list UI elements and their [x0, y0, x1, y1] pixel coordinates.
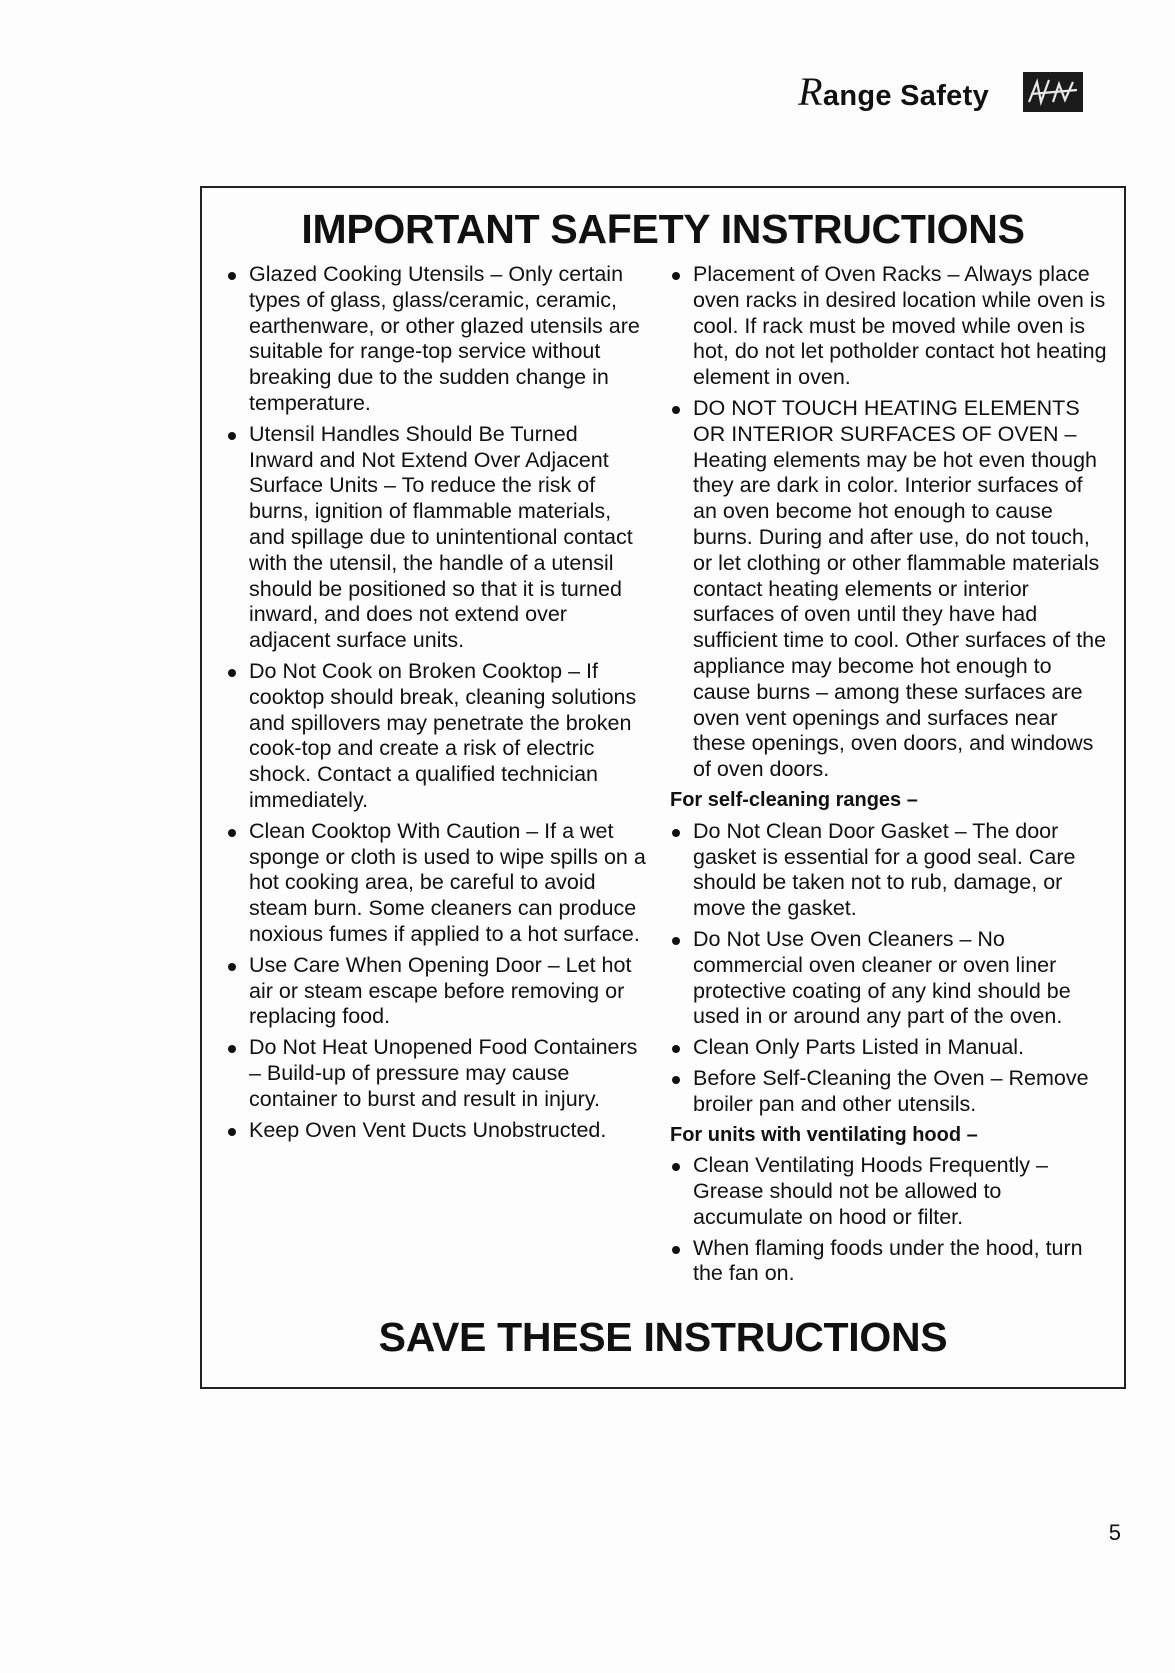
bullet-icon — [228, 669, 236, 677]
instruction-text: Do Not Clean Door Gasket – The door gasket is essential for a good seal. Care should be taken not to rub, damage, or move the gasket. — [693, 818, 1076, 921]
instruction-text: Placement of Oven Racks – Always place oven racks in desired location while oven is cool. If rack must be moved while oven is hot, do not let potholder contact hot heating element in oven. — [693, 262, 1107, 390]
section-title — [798, 68, 989, 115]
subheading-ventilating-hood: For units with ventilating hood – — [670, 1123, 978, 1146]
brand-logo-icon — [1023, 72, 1083, 112]
instruction-item — [226, 262, 646, 417]
instruction-text: When flaming foods under the hood, turn the fan on. — [693, 1235, 1083, 1286]
bullet-icon — [672, 1246, 680, 1254]
bullet-icon — [228, 432, 236, 440]
instruction-text: Use Care When Opening Door – Let hot air or steam escape before removing or replacing food. — [249, 952, 632, 1029]
bullet-icon — [228, 829, 236, 837]
instruction-item — [226, 819, 646, 948]
bullet-icon — [672, 1163, 680, 1171]
bullet-icon — [672, 937, 680, 945]
main-title: IMPORTANT SAFETY INSTRUCTIONS — [301, 206, 1025, 252]
right-column — [670, 262, 1110, 1292]
instruction-item — [670, 262, 1110, 391]
bullet-icon — [228, 272, 236, 280]
instruction-item — [670, 1153, 1110, 1230]
page-header — [798, 68, 1083, 115]
safety-instructions-box — [200, 186, 1126, 1389]
bullet-icon — [228, 1128, 236, 1136]
instruction-item — [226, 1035, 646, 1112]
left-column — [226, 262, 646, 1148]
instruction-text: Do Not Use Oven Cleaners – No commercial oven cleaner or oven liner protective coating of any kind should be used in or around any part of the oven. — [693, 926, 1071, 1029]
instruction-text: Glazed Cooking Utensils – Only certain types of glass, glass/ceramic, ceramic, earthenware, or other glazed utensils are suitable for range-top service without breaking due to the sudden change in temperature. — [249, 262, 640, 415]
subheading-self-cleaning: For self-cleaning ranges – — [670, 788, 918, 811]
instruction-text: Do Not Cook on Broken Cooktop – If cooktop should break, cleaning solutions and spillovers may penetrate the broken cook-top and create a risk of electric shock. Contact a qualified technician immediately. — [249, 658, 637, 812]
bullet-icon — [228, 1045, 236, 1053]
bullet-icon — [672, 272, 680, 280]
instruction-item — [670, 1035, 1110, 1061]
instruction-item — [670, 819, 1110, 922]
instruction-text: Keep Oven Vent Ducts Unobstructed. — [249, 1117, 607, 1142]
instruction-text: Before Self-Cleaning the Oven – Remove broiler pan and other utensils. — [693, 1065, 1089, 1116]
instruction-item — [670, 1236, 1110, 1288]
instruction-text: Do Not Heat Unopened Food Containers – Build-up of pressure may cause container to burst and result in injury. — [249, 1035, 638, 1111]
instruction-item — [670, 396, 1110, 783]
bullet-icon — [672, 1076, 680, 1084]
instruction-item — [670, 927, 1110, 1030]
bullet-icon — [672, 406, 680, 414]
bullet-icon — [672, 1045, 680, 1053]
bullet-icon — [228, 963, 236, 971]
instruction-item — [226, 422, 646, 654]
instruction-text: Clean Cooktop With Caution – If a wet sponge or cloth is used to wipe spills on a hot cooking area, be careful to avoid steam burn. Some cleaners can produce noxious fumes if applied to a hot surface. — [249, 818, 646, 946]
section-title-initial: R — [798, 69, 823, 114]
instruction-text: Clean Only Parts Listed in Manual. — [693, 1035, 1025, 1060]
bullet-icon — [672, 829, 680, 837]
section-title-rest: ange Safety — [822, 80, 989, 112]
instruction-item — [226, 953, 646, 1030]
footer-title: SAVE THESE INSTRUCTIONS — [378, 1314, 948, 1360]
instruction-item — [226, 1118, 646, 1144]
instruction-item — [226, 659, 646, 814]
instruction-text: Utensil Handles Should Be Turned Inward and Not Extend Over Adjacent Surface Units – To reduce the risk of burns, ignition of flammable materials, and spillage due to unintentional contact with the utensil, the handle of a utensil should be positioned so that it is turned inward, and does not extend over adjacent surface units. — [249, 421, 633, 653]
instruction-text: Clean Ventilating Hoods Frequently – Grease should not be allowed to accumulate on hood or filter. — [693, 1153, 1048, 1229]
instruction-text: DO NOT TOUCH HEATING ELEMENTS OR INTERIOR SURFACES OF OVEN – Heating elements may be hot even though they are dark in color. Interior surfaces of an oven become hot enough to cause burns. During and after use, do not touch, or let clothing or other flammable materials contact heating elements or interior surfaces of oven until they have had sufficient time to cool. Other surfaces of the appliance may become hot enough to cause burns – among these surfaces are oven vent openings and surfaces near these openings, oven doors, and windows of oven doors. — [693, 395, 1107, 782]
page-number: 5 — [1108, 1520, 1121, 1545]
instruction-item — [670, 1066, 1110, 1118]
